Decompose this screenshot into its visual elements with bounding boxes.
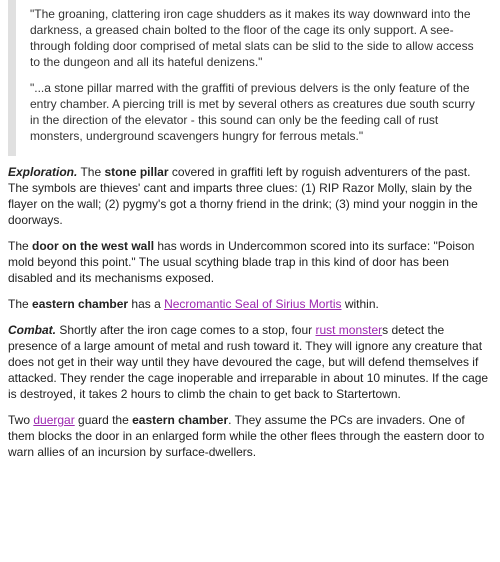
combat-paragraph [8, 322, 492, 402]
duergar-text-3: . They assume the PCs are invaders. One of them blocks the door in an enlarged form while the other flees through the eastern door to warn allies of an incursion by surface-dwellers. [8, 413, 485, 459]
duergar-text-1: Two [8, 413, 34, 427]
eastern-chamber-text-2: has a [128, 297, 165, 311]
west-door-text-1: The [8, 239, 33, 253]
combat-lead: Combat. [8, 323, 56, 337]
necromantic-seal-link[interactable]: Necromantic Seal of Sirius Mortis [164, 297, 342, 311]
exploration-lead: Exploration. [8, 165, 78, 179]
west-door-term: door on the west wall [32, 239, 155, 253]
eastern-chamber-text-1: The [8, 297, 33, 311]
duergar-link[interactable]: duergar [33, 413, 75, 427]
combat-text-2: s detect the presence of a large amount of metal and rush toward it. They will ignore any creature that does not get in their way until they have devoured the cage, but will defend themselves if attacked. They render the cage inoperable and irreparable in about 10 minutes. If the cage is destroyed, it takes 2 hours to climb the chain to get back to Startertown. [8, 323, 489, 401]
read-aloud-paragraph-1: "The groaning, clattering iron cage shudders as it makes its way downward into the darkness, a greased chain bolted to the floor of the cage its only support. A see-through folding door comprised of metal slats can be slid to the side to allow access to the dungeon and all its hateful denizens." [30, 7, 474, 69]
eastern-chamber-term: eastern chamber [32, 297, 129, 311]
west-door-text-2: has words in Undercommon scored into its surface: "Poison mold beyond this point." The usual scything blade trap in this kind of door has been disabled and its mechanisms exposed. [8, 239, 475, 285]
eastern-chamber-text-3: within. [341, 297, 379, 311]
exploration-paragraph [8, 164, 492, 228]
duergar-eastern-chamber-term: eastern chamber [132, 413, 229, 427]
read-aloud-blockquote [8, 0, 492, 156]
duergar-paragraph [8, 412, 492, 460]
rust-monster-link[interactable]: rust monster [315, 323, 383, 337]
west-door-paragraph [8, 238, 492, 286]
eastern-chamber-paragraph [8, 296, 492, 312]
combat-text-1: Shortly after the iron cage comes to a stop, four [56, 323, 316, 337]
exploration-text-1: The [77, 165, 105, 179]
read-aloud-paragraph-2: "...a stone pillar marred with the graffiti of previous delvers is the only feature of the entry chamber. A piercing trill is met by several others as creatures due south scurry in the direction of the elevator - this sound can only be the feeding call of rust monsters, underground scavengers hungry for ferrous metals." [30, 81, 475, 143]
stone-pillar-term: stone pillar [104, 165, 169, 179]
exploration-text-2: covered in graffiti left by roguish adventurers of the past. The symbols are thieves' cant and imparts three clues: (1) RIP Razor Molly, slain by the flayer on the wall; (2) pygmy's got a thorny friend in the drink; (3) mind your noggin in the doorways. [8, 165, 478, 227]
duergar-text-2: guard the [74, 413, 133, 427]
